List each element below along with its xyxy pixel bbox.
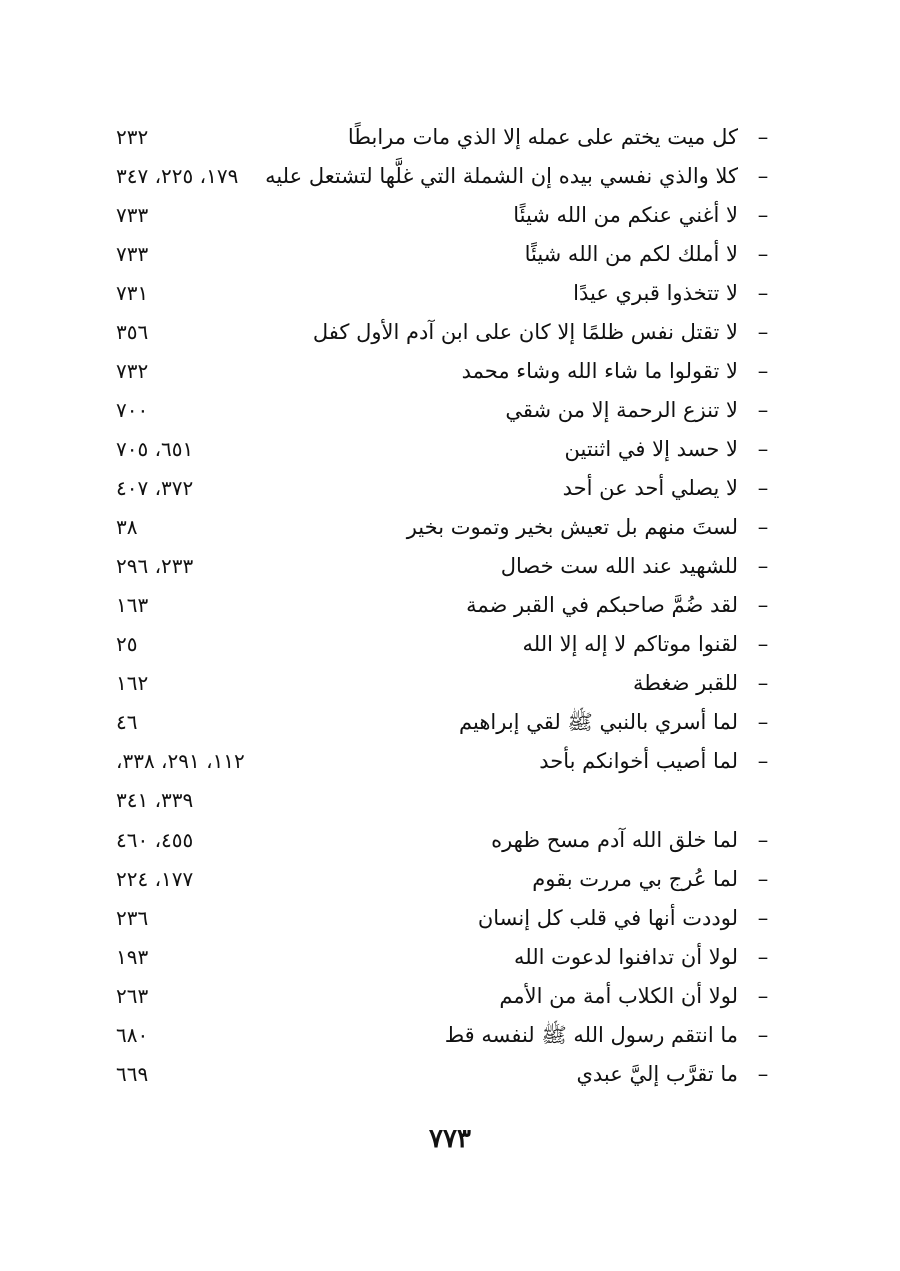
bullet-dash: – xyxy=(757,476,769,500)
page-references: ٧٣٣ xyxy=(116,203,149,227)
bullet-dash: – xyxy=(757,867,769,891)
index-entry xyxy=(110,430,770,469)
page-references: ١٧٩، ٢٢٥، ٣٤٧ xyxy=(116,164,239,188)
page-references: ٦٦٩ xyxy=(116,1062,149,1086)
bullet-dash: – xyxy=(757,828,769,852)
index-entry xyxy=(110,508,770,547)
index-entry xyxy=(110,703,770,742)
page-references: ٢٣٣، ٢٩٦ xyxy=(116,554,194,578)
page-references: ٣٧٢، ٤٠٧ xyxy=(116,476,194,500)
bullet-dash: – xyxy=(757,203,769,227)
bullet-dash: – xyxy=(757,1023,769,1047)
bullet-dash: – xyxy=(757,593,769,617)
index-entry xyxy=(110,938,770,977)
hadith-text: للقبر ضغطة xyxy=(632,671,738,695)
index-entry xyxy=(110,469,770,508)
hadith-text: للشهيد عند الله ست خصال xyxy=(500,554,738,578)
page-references: ٧٣١ xyxy=(116,281,149,305)
hadith-text: لما خلق الله آدم مسح ظهره xyxy=(491,828,738,852)
hadith-text: ما تقرَّب إليَّ عبدي xyxy=(576,1062,738,1086)
hadith-text: لوددت أنها في قلب كل إنسان xyxy=(477,906,738,930)
index-entry xyxy=(110,274,770,313)
index-entry xyxy=(110,625,770,664)
hadith-text: لولا أن الكلاب أمة من الأمم xyxy=(499,984,738,1008)
bullet-dash: – xyxy=(757,320,769,344)
page-references: ٣٨ xyxy=(116,515,138,539)
page-references: ٤٥٥، ٤٦٠ xyxy=(116,828,194,852)
bullet-dash: – xyxy=(757,671,769,695)
hadith-text: لما أسري بالنبي ﷺ لقي إبراهيم xyxy=(459,710,738,734)
index-entry xyxy=(110,196,770,235)
index-entry xyxy=(110,391,770,430)
page-references: ١٧٧، ٢٢٤ xyxy=(116,867,194,891)
page-references: ٦٥١، ٧٠٥ xyxy=(116,437,194,461)
hadith-text: لستَ منهم بل تعيش بخير وتموت بخير xyxy=(406,515,738,539)
index-entry xyxy=(110,313,770,352)
index-entry xyxy=(110,586,770,625)
index-entry xyxy=(110,1055,770,1094)
index-entry xyxy=(110,118,770,157)
index-entry xyxy=(110,860,770,899)
bullet-dash: – xyxy=(757,398,769,422)
hadith-index-list xyxy=(110,118,770,1094)
bullet-dash: – xyxy=(757,437,769,461)
bullet-dash: – xyxy=(757,1062,769,1086)
hadith-text: لا أملك لكم من الله شيئًا xyxy=(524,242,738,266)
index-entry xyxy=(110,664,770,703)
hadith-text: لا يصلي أحد عن أحد xyxy=(562,476,738,500)
index-entry-continuation xyxy=(110,781,770,820)
page-references: ١٦٢ xyxy=(116,671,149,695)
page-references: ٧٣٢ xyxy=(116,359,149,383)
index-entry xyxy=(110,821,770,860)
page-references: ٧٣٣ xyxy=(116,242,149,266)
page-number: ٧٧٣ xyxy=(429,1124,471,1154)
bullet-dash: – xyxy=(757,945,769,969)
hadith-text: لا أغني عنكم من الله شيئًا xyxy=(513,203,738,227)
hadith-text: لا تقولوا ما شاء الله وشاء محمد xyxy=(461,359,738,383)
page-references: ٣٣٩، ٣٤١ xyxy=(116,788,194,812)
hadith-text: كل ميت يختم على عمله إلا الذي مات مرابطًا xyxy=(347,125,738,149)
index-entry xyxy=(110,352,770,391)
hadith-text: لا حسد إلا في اثنتين xyxy=(564,437,738,461)
index-entry xyxy=(110,977,770,1016)
page-references: ٢٣٦ xyxy=(116,906,149,930)
bullet-dash: – xyxy=(757,164,769,188)
index-entry xyxy=(110,547,770,586)
page-references: ٢٥ xyxy=(116,632,138,656)
page-references: ١٩٣ xyxy=(116,945,149,969)
hadith-text: لقد ضُمَّ صاحبكم في القبر ضمة xyxy=(466,593,738,617)
page-references: ٣٥٦ xyxy=(116,320,149,344)
index-entry xyxy=(110,1016,770,1055)
bullet-dash: – xyxy=(757,242,769,266)
bullet-dash: – xyxy=(757,632,769,656)
page-references: ٤٦ xyxy=(116,710,138,734)
hadith-text: لا تقتل نفس ظلمًا إلا كان على ابن آدم الأول كفل xyxy=(312,320,738,344)
hadith-text: لما عُرج بي مررت بقوم xyxy=(532,867,738,891)
page-references: ٦٨٠ xyxy=(116,1023,149,1047)
page-references: ٢٦٣ xyxy=(116,984,149,1008)
hadith-text: ما انتقم رسول الله ﷺ لنفسه قط xyxy=(444,1023,738,1047)
bullet-dash: – xyxy=(757,906,769,930)
bullet-dash: – xyxy=(757,749,769,773)
hadith-text: لا تتخذوا قبري عيدًا xyxy=(573,281,738,305)
hadith-text: لولا أن تدافنوا لدعوت الله xyxy=(514,945,738,969)
bullet-dash: – xyxy=(757,554,769,578)
page-references: ٢٣٢ xyxy=(116,125,149,149)
hadith-text: لما أصيب أخوانكم بأحد xyxy=(539,749,738,773)
page-references: ١١٢، ٢٩١، ٣٣٨، xyxy=(116,749,245,773)
hadith-text: كلا والذي نفسي بيده إن الشملة التي غلَّها لتشتعل عليه xyxy=(265,164,738,188)
index-entry xyxy=(110,742,770,781)
index-entry xyxy=(110,157,770,196)
page-references: ١٦٣ xyxy=(116,593,149,617)
bullet-dash: – xyxy=(757,515,769,539)
index-entry xyxy=(110,235,770,274)
bullet-dash: – xyxy=(757,281,769,305)
bullet-dash: – xyxy=(757,125,769,149)
bullet-dash: – xyxy=(757,984,769,1008)
bullet-dash: – xyxy=(757,359,769,383)
hadith-text: لا تنزع الرحمة إلا من شقي xyxy=(505,398,738,422)
hadith-text: لقنوا موتاكم لا إله إلا الله xyxy=(522,632,738,656)
index-entry xyxy=(110,899,770,938)
page-references: ٧٠٠ xyxy=(116,398,149,422)
bullet-dash: – xyxy=(757,710,769,734)
